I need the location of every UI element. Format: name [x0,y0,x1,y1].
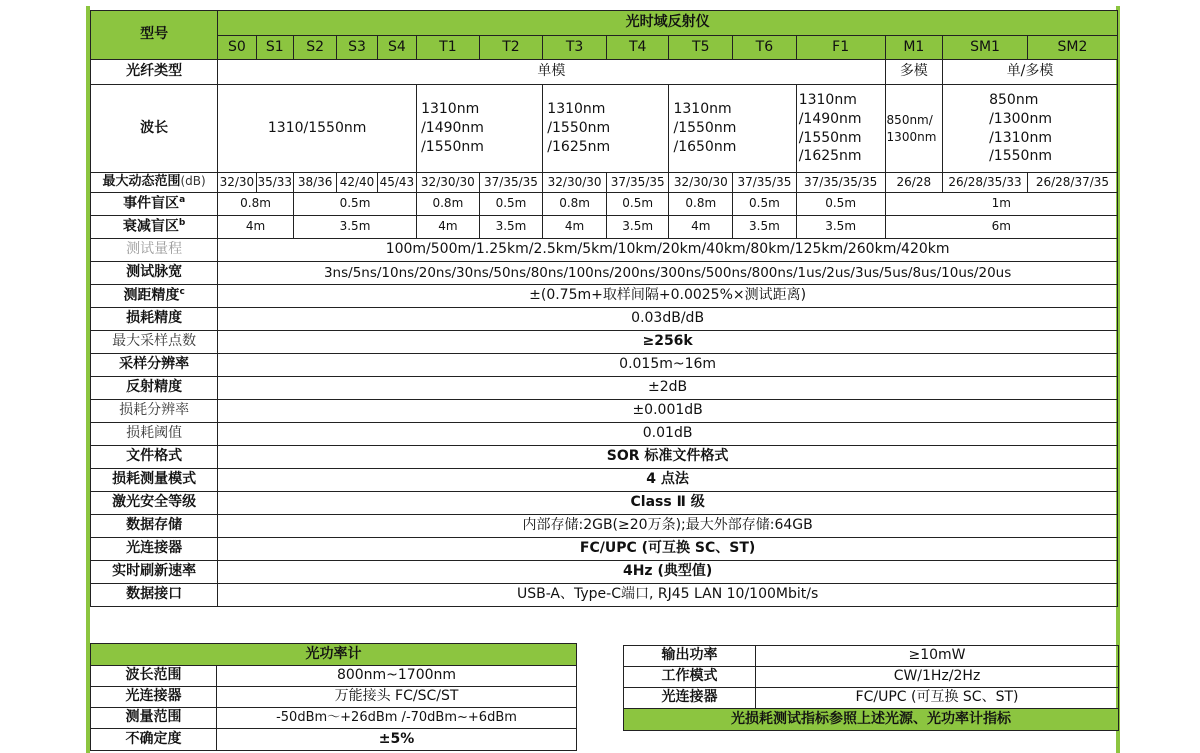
spec-value: 800nm~1700nm [217,666,577,687]
dynamic-range-unit: (dB) [180,174,206,189]
dead-zone-cell: 0.8m [543,193,607,216]
spec-row-laser-class [91,492,1118,515]
atten-dead-zone-row [91,216,1118,239]
dynamic-range-cell: 38/36 [293,173,336,193]
spec-row-distance-accuracy [91,285,1118,308]
spec-value: 0.01dB [218,423,1118,446]
spec-row-loss-threshold [91,423,1118,446]
spec-row-connector [91,538,1118,561]
spec-value: 0.015m~16m [218,354,1118,377]
otdr-title: 光时域反射仪 [218,11,1118,36]
dead-zone-cell: 6m [885,216,1117,239]
dead-zone-cell: 4m [218,216,294,239]
spec-label: 实时刷新速率 [91,561,218,584]
dead-zone-cell: 4m [417,216,480,239]
spec-label: 光连接器 [624,688,756,709]
dead-zone-cell: 0.5m [733,193,797,216]
fiber-type-row [91,60,1118,85]
spec-value: FC/UPC (可互换 SC、ST) [756,688,1119,709]
spec-row-file-format [91,446,1118,469]
footnote-mark: b [178,217,186,228]
spec-label: 激光安全等级 [91,492,218,515]
dynamic-range-cell: 26/28/35/33 [943,173,1028,193]
spec-value: 4Hz (典型值) [218,561,1118,584]
spec-value: USB-A、Type-C端口, RJ45 LAN 10/100Mbit/s [218,584,1118,607]
spec-row-loss-accuracy [91,308,1118,331]
spec-row-sample-resolution [91,354,1118,377]
power-meter-row [91,729,577,751]
footnote-mark: c [179,286,185,297]
spec-label: 采样分辨率 [91,354,218,377]
dead-zone-cell: 3.5m [796,216,885,239]
wavelength-cell: 850nm /1300nm /1310nm /1550nm [943,85,1118,173]
spec-value: ±0.001dB [218,400,1118,423]
spec-label: 波长范围 [91,666,217,687]
spec-value: ≥10mW [756,646,1119,667]
spec-label: 损耗阈值 [91,423,218,446]
dead-zone-cell: 0.5m [796,193,885,216]
spec-value: 100m/500m/1.25km/2.5km/5km/10km/20km/40km/80km/125km/260km/420km [218,239,1118,262]
spec-row-loss-resolution [91,400,1118,423]
model-cell: S0 [218,36,256,60]
wavelength-cell: 1310nm /1550nm /1650nm [669,85,796,173]
power-meter-row [91,687,577,708]
spec-label: 光连接器 [91,687,217,708]
dead-zone-cell: 0.5m [293,193,416,216]
dynamic-range-label: 最大动态范围(dB) [91,173,218,193]
wavelength-cell: 1310nm /1490nm /1550nm [417,85,543,173]
dead-zone-cell: 0.8m [417,193,480,216]
model-header-label: 型号 [91,11,218,60]
spec-value: 万能接头 FC/SC/ST [217,687,577,708]
spec-value: 4 点法 [218,469,1118,492]
dynamic-range-cell: 32/30 [218,173,256,193]
fiber-both: 单/多模 [943,60,1118,85]
spec-value: 内部存储:2GB(≥20万条);最大外部存储:64GB [218,515,1118,538]
dead-zone-cell: 3.5m [479,216,543,239]
spec-row-sample-points [91,331,1118,354]
light-source-table [623,645,1119,731]
spec-label: 最大采样点数 [91,331,218,354]
power-meter-row [91,708,577,729]
loss-test-note: 光损耗测试指标参照上述光源、光功率计指标 [624,709,1119,731]
spec-label: 文件格式 [91,446,218,469]
dead-zone-cell: 3.5m [733,216,797,239]
model-cell: S1 [256,36,293,60]
model-cell: T1 [417,36,480,60]
model-cell: M1 [885,36,943,60]
dynamic-range-cell: 37/35/35 [733,173,797,193]
spec-value: 0.03dB/dB [218,308,1118,331]
dead-zone-cell: 4m [543,216,607,239]
model-cell: T2 [479,36,543,60]
dynamic-range-cell: 32/30/30 [543,173,607,193]
spec-label: 光连接器 [91,538,218,561]
spec-value: 3ns/5ns/10ns/20ns/30ns/50ns/80ns/100ns/200ns/300ns/500ns/800ns/1us/2us/3us/5us/8us/10us/20us [218,262,1118,285]
wavelength-cell: 1310nm /1490nm /1550nm /1625nm [796,85,885,173]
spec-row-loss-mode [91,469,1118,492]
model-cell: T3 [543,36,607,60]
spec-label: 输出功率 [624,646,756,667]
wavelength-cell: 1310nm /1550nm /1625nm [543,85,669,173]
spec-label: 工作模式 [624,667,756,688]
spec-row-range [91,239,1118,262]
model-cell: S4 [377,36,416,60]
spec-row-data-interface [91,584,1118,607]
spec-label: 损耗精度 [91,308,218,331]
spec-value: SOR 标准文件格式 [218,446,1118,469]
dynamic-range-cell: 32/30/30 [417,173,480,193]
spec-label: 测量范围 [91,708,217,729]
dead-zone-cell: 1m [885,193,1117,216]
dynamic-range-cell: 32/30/30 [669,173,733,193]
spec-label: 反射精度 [91,377,218,400]
fiber-type-label: 光纤类型 [91,60,218,85]
model-cell: T5 [669,36,733,60]
dynamic-range-cell: 35/33 [256,173,293,193]
spec-value: ±(0.75m+取样间隔+0.0025%×测试距离) [218,285,1118,308]
power-meter-title: 光功率计 [91,644,577,666]
atten-dead-zone-label: 衰减盲区$^b$ [91,216,218,239]
model-row [91,36,1118,60]
spec-value: CW/1Hz/2Hz [756,667,1119,688]
spec-label: 损耗分辨率 [91,400,218,423]
dead-zone-cell: 0.5m [606,193,669,216]
wavelength-cell: 1310/1550nm [218,85,417,173]
spec-row-pulse [91,262,1118,285]
spec-value: ±2dB [218,377,1118,400]
spec-row-refresh-rate [91,561,1118,584]
fiber-single: 单模 [218,60,885,85]
dynamic-range-cell: 37/35/35 [606,173,669,193]
spec-label: 测距精度$^c$ [91,285,218,308]
model-cell: T4 [606,36,669,60]
light-source-row [624,646,1119,667]
dynamic-range-cell: 37/35/35 [479,173,543,193]
dynamic-range-cell: 45/43 [377,173,416,193]
light-source-row [624,667,1119,688]
dynamic-range-cell: 37/35/35/35 [796,173,885,193]
fiber-multi: 多模 [885,60,943,85]
spec-label: 数据接口 [91,584,218,607]
wavelength-label: 波长 [91,85,218,173]
model-cell: S2 [293,36,336,60]
dead-zone-cell: 0.8m [218,193,294,216]
spec-row-storage [91,515,1118,538]
dead-zone-cell: 3.5m [293,216,416,239]
dynamic-range-cell: 26/28 [885,173,943,193]
spec-value: -50dBm～+26dBm /-70dBm~+6dBm [217,708,577,729]
spec-label: 损耗测量模式 [91,469,218,492]
footnote-mark: a [179,194,186,205]
power-meter-table [90,643,577,751]
event-dead-zone-label: 事件盲区$^a$ [91,193,218,216]
wavelength-cell: 850nm/ 1300nm [885,85,943,173]
spec-value: ≥256k [218,331,1118,354]
dead-zone-cell: 4m [669,216,733,239]
dynamic-range-row [91,173,1118,193]
dead-zone-cell: 3.5m [606,216,669,239]
spec-row-reflect-accuracy [91,377,1118,400]
spec-label: 数据存储 [91,515,218,538]
model-cell: F1 [796,36,885,60]
model-cell: SM2 [1027,36,1117,60]
spec-value: ±5% [217,729,577,751]
dynamic-range-cell: 42/40 [337,173,377,193]
otdr-spec-table [90,10,1118,607]
light-source-row [624,688,1119,709]
event-dead-zone-row [91,193,1118,216]
wavelength-row [91,85,1118,173]
model-cell: T6 [733,36,797,60]
spec-value: FC/UPC (可互换 SC、ST) [218,538,1118,561]
dead-zone-cell: 0.5m [479,193,543,216]
spec-label: 不确定度 [91,729,217,751]
power-meter-row [91,666,577,687]
dynamic-range-cell: 26/28/37/35 [1027,173,1117,193]
spec-label: 测试脉宽 [91,262,218,285]
spec-value: Class Ⅱ 级 [218,492,1118,515]
dead-zone-cell: 0.8m [669,193,733,216]
spec-label: 测试量程 [91,239,218,262]
model-cell: S3 [337,36,377,60]
model-cell: SM1 [943,36,1028,60]
